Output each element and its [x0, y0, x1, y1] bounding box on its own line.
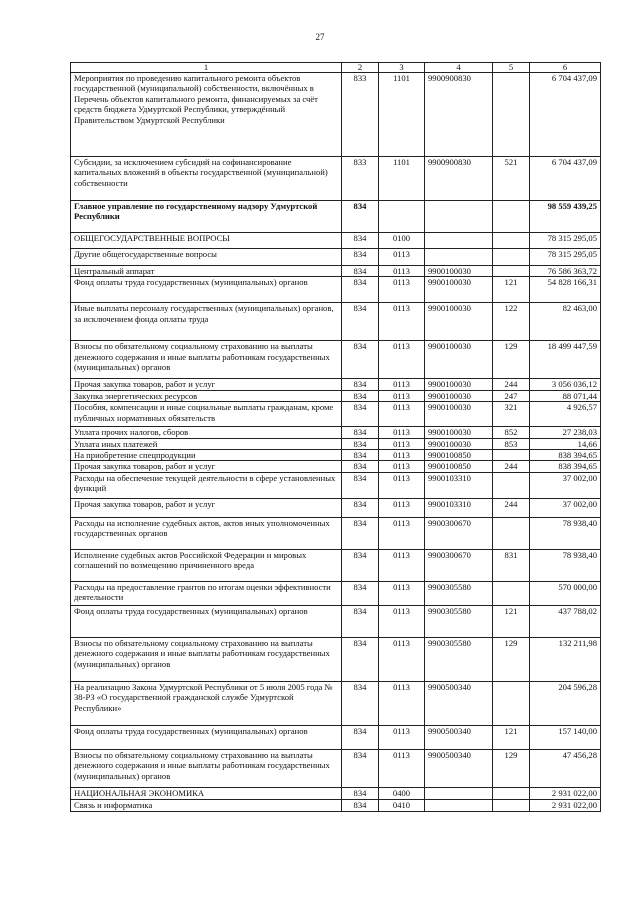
table-row [71, 549, 601, 581]
row-code-section: 0113 [379, 637, 425, 681]
row-code-target: 9900100030 [425, 427, 493, 438]
table-row [71, 427, 601, 438]
row-code-ministry: 834 [342, 472, 379, 498]
row-code-section: 0113 [379, 681, 425, 725]
row-code-expense-type: 121 [493, 277, 530, 303]
row-code-section: 0113 [379, 450, 425, 461]
row-code-target [425, 799, 493, 811]
row-code-expense-type: 129 [493, 749, 530, 787]
table-row [71, 341, 601, 379]
row-code-expense-type: 247 [493, 390, 530, 401]
row-amount: 88 071,44 [530, 390, 601, 401]
row-code-target: 9900305580 [425, 637, 493, 681]
table-header-row [71, 63, 601, 73]
row-code-expense-type [493, 472, 530, 498]
row-code-target: 9900305580 [425, 581, 493, 605]
row-name: Взносы по обязательному социальному страхованию на выплаты денежного содержания и иные выплаты работникам государственных (муниципальных) органов [71, 637, 342, 681]
row-name: Пособия, компенсации и иные социальные выплаты гражданам, кроме публичных нормативных обязательств [71, 402, 342, 427]
row-code-target: 9900100850 [425, 461, 493, 472]
row-amount: 2 931 022,00 [530, 799, 601, 811]
row-code-target: 9900100030 [425, 277, 493, 303]
row-code-ministry: 834 [342, 799, 379, 811]
row-code-section: 0113 [379, 605, 425, 637]
row-name: Исполнение судебных актов Российской Федерации и мировых соглашений по возмещению причиненного вреда [71, 549, 342, 581]
row-code-ministry: 833 [342, 73, 379, 157]
table-row [71, 472, 601, 498]
row-code-expense-type [493, 266, 530, 277]
row-code-ministry: 834 [342, 341, 379, 379]
row-code-ministry: 834 [342, 725, 379, 749]
row-code-section: 0113 [379, 581, 425, 605]
row-code-target: 9900103310 [425, 472, 493, 498]
row-amount: 18 499 447,59 [530, 341, 601, 379]
row-amount: 78 938,40 [530, 549, 601, 581]
table-row [71, 681, 601, 725]
header-col-3: 3 [379, 63, 425, 73]
row-code-expense-type: 129 [493, 341, 530, 379]
row-code-ministry: 834 [342, 249, 379, 266]
row-name: Иные выплаты персоналу государственных (муниципальных) органов, за исключением фонда оплаты труда [71, 303, 342, 341]
row-code-target: 9900103310 [425, 498, 493, 517]
row-code-target: 9900300670 [425, 517, 493, 549]
row-code-ministry: 834 [342, 681, 379, 725]
row-code-ministry: 834 [342, 303, 379, 341]
row-amount: 37 002,00 [530, 472, 601, 498]
table-row [71, 517, 601, 549]
table-row [71, 201, 601, 233]
row-amount: 437 788,02 [530, 605, 601, 637]
row-code-target: 9900300670 [425, 549, 493, 581]
row-code-ministry: 834 [342, 266, 379, 277]
table-row [71, 581, 601, 605]
row-code-section: 0100 [379, 233, 425, 249]
row-name: Центральный аппарат [71, 266, 342, 277]
table-row [71, 605, 601, 637]
row-amount: 204 596,28 [530, 681, 601, 725]
row-amount: 838 394,65 [530, 450, 601, 461]
page-number: 27 [315, 32, 325, 42]
row-name: Уплата иных платежей [71, 438, 342, 449]
row-code-expense-type [493, 249, 530, 266]
table-row [71, 725, 601, 749]
row-name: Главное управление по государственному надзору Удмуртской Республики [71, 201, 342, 233]
table-row [71, 277, 601, 303]
row-code-section: 1101 [379, 73, 425, 157]
row-code-ministry: 834 [342, 581, 379, 605]
table-row [71, 233, 601, 249]
row-code-expense-type: 244 [493, 498, 530, 517]
row-amount: 2 931 022,00 [530, 787, 601, 799]
row-code-section [379, 201, 425, 233]
row-amount: 6 704 437,09 [530, 73, 601, 157]
row-name: Прочая закупка товаров, работ и услуг [71, 379, 342, 390]
row-code-target: 9900100850 [425, 450, 493, 461]
table-row [71, 749, 601, 787]
row-code-expense-type [493, 799, 530, 811]
row-code-ministry: 834 [342, 517, 379, 549]
row-code-section: 0113 [379, 379, 425, 390]
row-code-target: 9900100030 [425, 341, 493, 379]
row-name: Субсидии, за исключением субсидий на софинансирование капитальных вложений в объекты государственной (муниципальной) собственности [71, 157, 342, 201]
row-code-target [425, 233, 493, 249]
row-code-expense-type: 244 [493, 461, 530, 472]
row-name: Связь и информатика [71, 799, 342, 811]
row-name: Фонд оплаты труда государственных (муниципальных) органов [71, 725, 342, 749]
row-code-section: 0113 [379, 390, 425, 401]
row-name: Прочая закупка товаров, работ и услуг [71, 498, 342, 517]
row-code-target: 9900900830 [425, 73, 493, 157]
row-amount: 157 140,00 [530, 725, 601, 749]
row-code-target [425, 787, 493, 799]
row-code-target: 9900100030 [425, 438, 493, 449]
row-code-section: 0113 [379, 517, 425, 549]
header-col-4: 4 [425, 63, 493, 73]
row-name: На реализацию Закона Удмуртской Республики от 5 июля 2005 года № 38-РЗ «О государственной гражданской службе Удмуртской Республики» [71, 681, 342, 725]
row-code-section: 0113 [379, 438, 425, 449]
row-code-expense-type [493, 450, 530, 461]
row-code-ministry: 834 [342, 390, 379, 401]
table-row [71, 266, 601, 277]
row-name: Другие общегосударственные вопросы [71, 249, 342, 266]
row-code-section: 0113 [379, 341, 425, 379]
row-code-section: 0113 [379, 249, 425, 266]
row-name: Фонд оплаты труда государственных (муниципальных) органов [71, 277, 342, 303]
row-code-target: 9900305580 [425, 605, 493, 637]
row-code-target: 9900500340 [425, 749, 493, 787]
row-code-expense-type [493, 581, 530, 605]
row-code-section: 0113 [379, 725, 425, 749]
row-code-section: 0113 [379, 402, 425, 427]
row-amount: 3 056 036,12 [530, 379, 601, 390]
row-name: Взносы по обязательному социальному страхованию на выплаты денежного содержания и иные выплаты работникам государственных (муниципальных) органов [71, 341, 342, 379]
row-name: Закупка энергетических ресурсов [71, 390, 342, 401]
header-col-2: 2 [342, 63, 379, 73]
row-code-section: 0113 [379, 266, 425, 277]
table-row [71, 461, 601, 472]
table-row [71, 73, 601, 157]
row-code-section: 0113 [379, 472, 425, 498]
table-row [71, 379, 601, 390]
row-code-ministry: 834 [342, 461, 379, 472]
row-amount: 54 828 166,31 [530, 277, 601, 303]
row-code-section: 0113 [379, 461, 425, 472]
table-row [71, 637, 601, 681]
row-code-section: 0113 [379, 549, 425, 581]
header-col-6: 6 [530, 63, 601, 73]
row-amount: 47 456,28 [530, 749, 601, 787]
row-code-expense-type: 121 [493, 605, 530, 637]
row-code-ministry: 834 [342, 438, 379, 449]
row-code-section: 0410 [379, 799, 425, 811]
row-code-target: 9900100030 [425, 266, 493, 277]
row-code-ministry: 834 [342, 498, 379, 517]
row-code-section: 0113 [379, 427, 425, 438]
row-code-ministry: 834 [342, 749, 379, 787]
row-code-ministry: 834 [342, 201, 379, 233]
row-code-section: 0113 [379, 749, 425, 787]
table-row [71, 157, 601, 201]
row-code-ministry: 834 [342, 379, 379, 390]
row-amount: 82 463,00 [530, 303, 601, 341]
row-code-section: 0113 [379, 498, 425, 517]
row-code-target: 9900100030 [425, 390, 493, 401]
row-name: НАЦИОНАЛЬНАЯ ЭКОНОМИКА [71, 787, 342, 799]
row-code-target: 9900500340 [425, 725, 493, 749]
row-code-expense-type: 121 [493, 725, 530, 749]
row-code-expense-type: 853 [493, 438, 530, 449]
row-code-ministry: 834 [342, 787, 379, 799]
row-amount: 76 586 363,72 [530, 266, 601, 277]
row-amount: 4 926,57 [530, 402, 601, 427]
row-code-expense-type [493, 787, 530, 799]
row-code-expense-type [493, 73, 530, 157]
row-code-expense-type: 129 [493, 637, 530, 681]
row-name: Фонд оплаты труда государственных (муниципальных) органов [71, 605, 342, 637]
row-code-section: 1101 [379, 157, 425, 201]
row-code-expense-type [493, 201, 530, 233]
row-code-ministry: 834 [342, 637, 379, 681]
row-code-target: 9900100030 [425, 379, 493, 390]
table-row [71, 303, 601, 341]
row-name: На приобретение спецпродукции [71, 450, 342, 461]
row-code-ministry: 834 [342, 277, 379, 303]
table-row [71, 787, 601, 799]
row-code-section: 0400 [379, 787, 425, 799]
row-code-expense-type [493, 233, 530, 249]
table-row [71, 799, 601, 811]
row-code-section: 0113 [379, 277, 425, 303]
row-amount: 132 211,98 [530, 637, 601, 681]
row-code-target: 9900100030 [425, 402, 493, 427]
row-amount: 78 315 295,05 [530, 249, 601, 266]
row-name: Уплата прочих налогов, сборов [71, 427, 342, 438]
table-row [71, 498, 601, 517]
row-code-ministry: 833 [342, 157, 379, 201]
row-name: Расходы на предоставление грантов по итогам оценки эффективности деятельности [71, 581, 342, 605]
row-name: Мероприятия по проведению капитального ремонта объектов государственной (муниципальной) собственности, включённых в Перечень объектов капитального ремонта, финансируемых за счёт средств бюджета Удмуртской Республики, утверждённый Правительством Удмуртской Республики [71, 73, 342, 157]
row-amount: 6 704 437,09 [530, 157, 601, 201]
row-name: Расходы на обеспечение текущей деятельности в сфере установленных функций [71, 472, 342, 498]
row-amount: 27 238,03 [530, 427, 601, 438]
row-name: Расходы на исполнение судебных актов, актов иных уполномоченных государственных органов [71, 517, 342, 549]
budget-table [70, 62, 601, 812]
row-code-expense-type: 852 [493, 427, 530, 438]
header-col-5: 5 [493, 63, 530, 73]
row-code-target: 9900100030 [425, 303, 493, 341]
row-code-expense-type [493, 681, 530, 725]
row-code-ministry: 834 [342, 605, 379, 637]
header-col-1: 1 [71, 63, 342, 73]
row-code-target [425, 201, 493, 233]
row-code-expense-type [493, 517, 530, 549]
row-name: ОБЩЕГОСУДАРСТВЕННЫЕ ВОПРОСЫ [71, 233, 342, 249]
row-code-ministry: 834 [342, 402, 379, 427]
table-row [71, 402, 601, 427]
row-code-expense-type: 521 [493, 157, 530, 201]
table-row [71, 249, 601, 266]
row-code-ministry: 834 [342, 450, 379, 461]
table-row [71, 450, 601, 461]
row-amount: 570 000,00 [530, 581, 601, 605]
row-code-ministry: 834 [342, 427, 379, 438]
row-code-ministry: 834 [342, 233, 379, 249]
row-code-target: 9900900830 [425, 157, 493, 201]
row-code-target [425, 249, 493, 266]
row-amount: 37 002,00 [530, 498, 601, 517]
row-name: Взносы по обязательному социальному страхованию на выплаты денежного содержания и иные выплаты работникам государственных (муниципальных) органов [71, 749, 342, 787]
table-row [71, 390, 601, 401]
row-name: Прочая закупка товаров, работ и услуг [71, 461, 342, 472]
table-row [71, 438, 601, 449]
row-code-expense-type: 321 [493, 402, 530, 427]
row-code-ministry: 834 [342, 549, 379, 581]
row-code-expense-type: 831 [493, 549, 530, 581]
row-amount: 14,66 [530, 438, 601, 449]
row-amount: 838 394,65 [530, 461, 601, 472]
row-code-target: 9900500340 [425, 681, 493, 725]
row-code-expense-type: 122 [493, 303, 530, 341]
row-code-section: 0113 [379, 303, 425, 341]
row-code-expense-type: 244 [493, 379, 530, 390]
row-amount: 98 559 439,25 [530, 201, 601, 233]
row-amount: 78 315 295,05 [530, 233, 601, 249]
row-amount: 78 938,40 [530, 517, 601, 549]
